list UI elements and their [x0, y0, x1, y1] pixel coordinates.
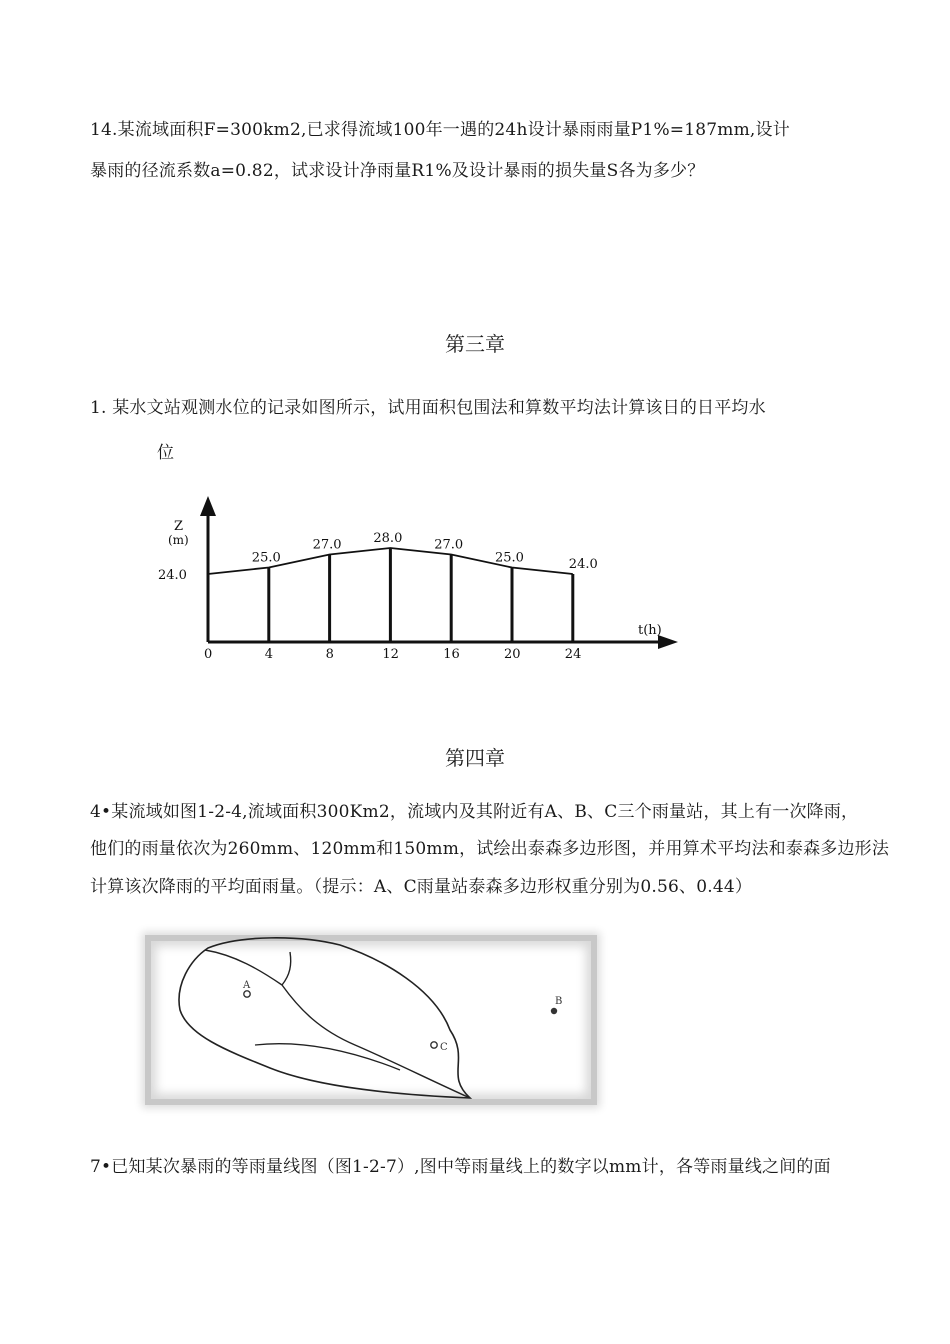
data-label-20h: 25.0	[495, 550, 524, 566]
station-c-label: C	[440, 1042, 448, 1053]
x-tick-24: 24	[564, 647, 582, 660]
data-label-4h: 25.0	[251, 550, 281, 566]
station-c-marker-icon	[431, 1042, 437, 1048]
station-b-label: B	[555, 996, 563, 1007]
station-a-label: A	[243, 980, 251, 991]
y-axis-name: Z	[174, 519, 184, 534]
x-tick-4: 4	[264, 647, 274, 660]
station-b-marker-icon	[551, 1008, 557, 1014]
data-label-0h: 24.0	[158, 568, 187, 583]
data-label-16h: 27.0	[434, 537, 464, 553]
chapter-4-title: 第四章	[445, 746, 505, 770]
y-axis-arrow-icon	[200, 496, 216, 516]
chart-axes	[168, 496, 678, 649]
data-label-8h: 27.0	[312, 537, 342, 553]
x-tick-16: 16	[443, 647, 460, 660]
x-tick-12: 12	[382, 647, 399, 660]
question-4-line-3: 计算该次降雨的平均面雨量。（提示：A、C雨量站泰森多边形权重分别为0.56、0.44）	[90, 877, 753, 897]
problem-14-line-1: 14.某流域面积F=300km2,已求得流域100年一遇的24h设计暴雨雨量P1%=187mm,设计	[90, 120, 790, 140]
river-tributary-top	[282, 952, 291, 985]
basin-map	[150, 930, 590, 1100]
question-4-line-1: 4•某流域如图1-2-4,流域面积300Km2，流域内及其附近有A、B、C三个雨量站，其上有一次降雨，	[90, 802, 859, 822]
question-7-line-1: 7•已知某次暴雨的等雨量线图（图1-2-7）,图中等雨量线上的数字以mm计，各等雨量线之间的面	[90, 1157, 831, 1177]
problem-14-line-2: 暴雨的径流系数a=0.82，试求设计净雨量R1%及设计暴雨的损失量S各为多少？	[90, 161, 705, 181]
x-tick-8: 8	[325, 647, 334, 660]
x-tick-20: 20	[504, 647, 521, 660]
question-1-line-2: 位	[157, 443, 175, 463]
question-1-line-1: 1. 某水文站观测水位的记录如图所示，试用面积包围法和算数平均法计算该日的日平均水	[90, 398, 766, 418]
chapter-3-title: 第三章	[445, 332, 505, 356]
y-axis-unit: (m)	[168, 533, 189, 547]
x-tick-0: 0	[204, 647, 213, 660]
data-label-12h: 28.0	[373, 531, 403, 546]
river-lower-tributary	[255, 1044, 400, 1070]
station-a-marker-icon	[244, 991, 250, 997]
water-level-chart	[150, 490, 690, 660]
data-label-24h: 24.0	[568, 557, 598, 572]
question-4-line-2: 他们的雨量依次为260mm、120mm和150mm，试绘出泰森多边形图，并用算术平均法和泰森多边形法	[90, 839, 890, 859]
basin-boundary	[179, 938, 470, 1098]
x-axis-label: t(h)	[638, 623, 662, 638]
